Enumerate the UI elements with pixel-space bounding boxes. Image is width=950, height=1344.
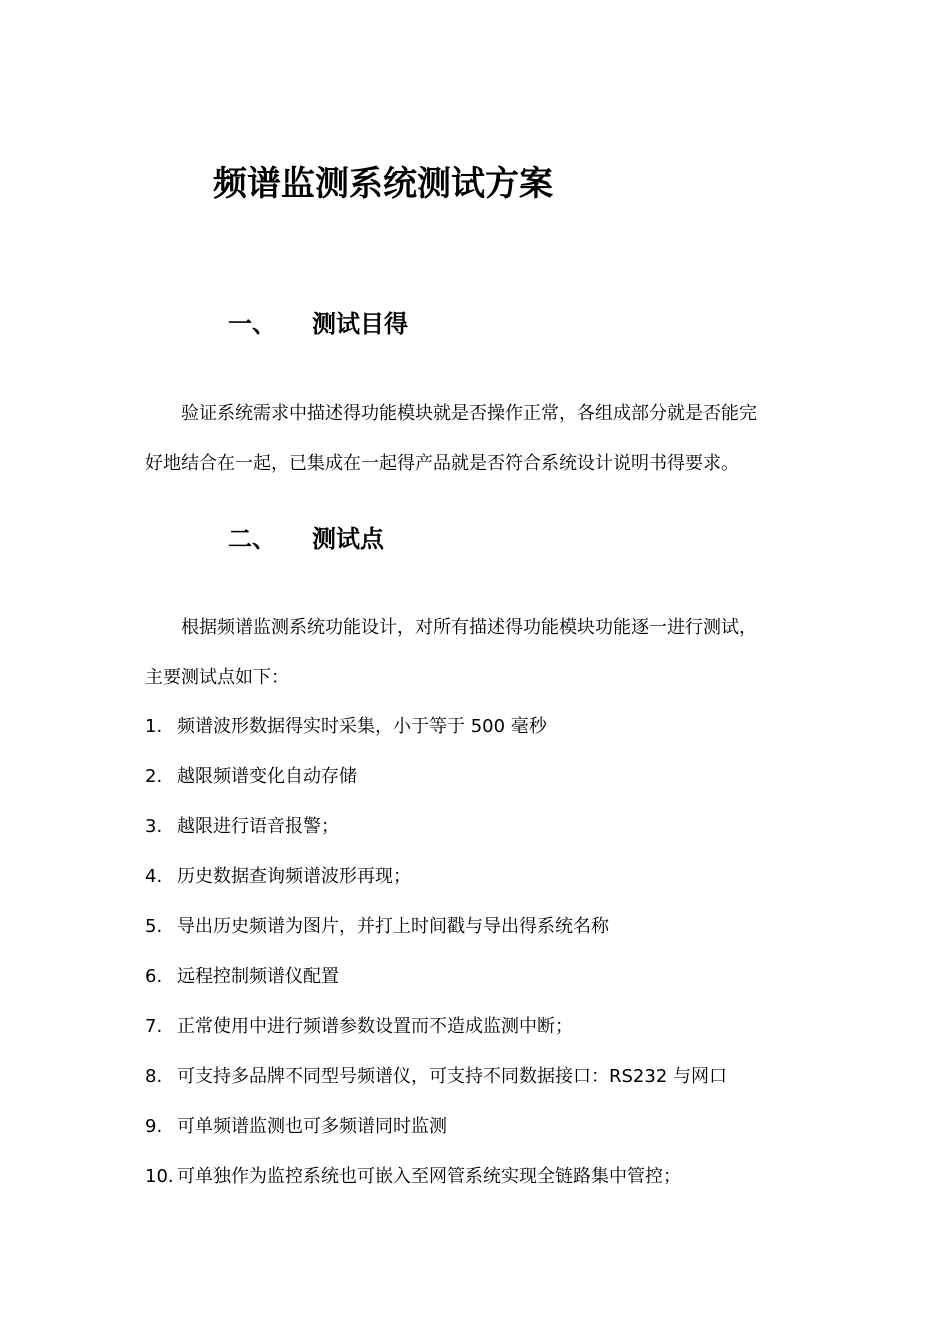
list-item bbox=[145, 763, 727, 813]
list-index: 5. bbox=[145, 916, 163, 937]
list-index: 2. bbox=[145, 766, 163, 787]
list-item bbox=[145, 813, 727, 863]
list-item bbox=[145, 1063, 727, 1113]
paragraph-line: 验证系统需求中描述得功能模块就是否操作正常，各组成部分就是否能完 bbox=[181, 403, 757, 424]
list-text: 导出历史频谱为图片，并打上时间戳与导出得系统名称 bbox=[177, 916, 609, 937]
list-text: 越限进行语音报警； bbox=[177, 816, 339, 837]
list-text: 远程控制频谱仪配置 bbox=[177, 966, 339, 987]
list-item bbox=[145, 713, 727, 763]
list-item bbox=[145, 1113, 727, 1163]
list-text: 可单独作为监控系统也可嵌入至网管系统实现全链路集中管控； bbox=[177, 1166, 681, 1187]
list-index: 3. bbox=[145, 816, 163, 837]
list-item bbox=[145, 1163, 727, 1213]
list-item bbox=[145, 913, 727, 963]
list-index: 8. bbox=[145, 1066, 163, 1087]
section-title: 测试目得 bbox=[312, 310, 408, 338]
list-text: 频谱波形数据得实时采集，小于等于 500 毫秒 bbox=[177, 716, 547, 737]
section-number: 二、 bbox=[228, 525, 276, 553]
list-index: 4. bbox=[145, 866, 163, 887]
section-heading-2 bbox=[228, 519, 384, 554]
list-text: 可支持多品牌不同型号频谱仪，可支持不同数据接口：RS232 与网口 bbox=[177, 1066, 728, 1087]
list-index: 1. bbox=[145, 716, 163, 737]
list-item bbox=[145, 963, 727, 1013]
list-index: 10. bbox=[145, 1166, 174, 1187]
paragraph-line: 根据频谱监测系统功能设计，对所有描述得功能模块功能逐一进行测试， bbox=[181, 617, 757, 638]
list-text: 历史数据查询频谱波形再现； bbox=[177, 866, 411, 887]
section-title: 测试点 bbox=[312, 525, 384, 553]
list-index: 9. bbox=[145, 1116, 163, 1137]
document-title: 频谱监测系统测试方案 bbox=[213, 164, 553, 204]
section-number: 一、 bbox=[228, 310, 276, 338]
paragraph-line: 好地结合在一起，已集成在一起得产品就是否符合系统设计说明书得要求。 bbox=[145, 453, 739, 474]
test-point-list bbox=[145, 713, 727, 1213]
section-heading-1 bbox=[228, 304, 408, 339]
list-index: 6. bbox=[145, 966, 163, 987]
list-item bbox=[145, 863, 727, 913]
list-index: 7. bbox=[145, 1016, 163, 1037]
list-text: 正常使用中进行频谱参数设置而不造成监测中断； bbox=[177, 1016, 573, 1037]
list-item bbox=[145, 1013, 727, 1063]
list-text: 越限频谱变化自动存储 bbox=[177, 766, 357, 787]
list-text: 可单频谱监测也可多频谱同时监测 bbox=[177, 1116, 447, 1137]
paragraph-line: 主要测试点如下： bbox=[145, 667, 289, 688]
